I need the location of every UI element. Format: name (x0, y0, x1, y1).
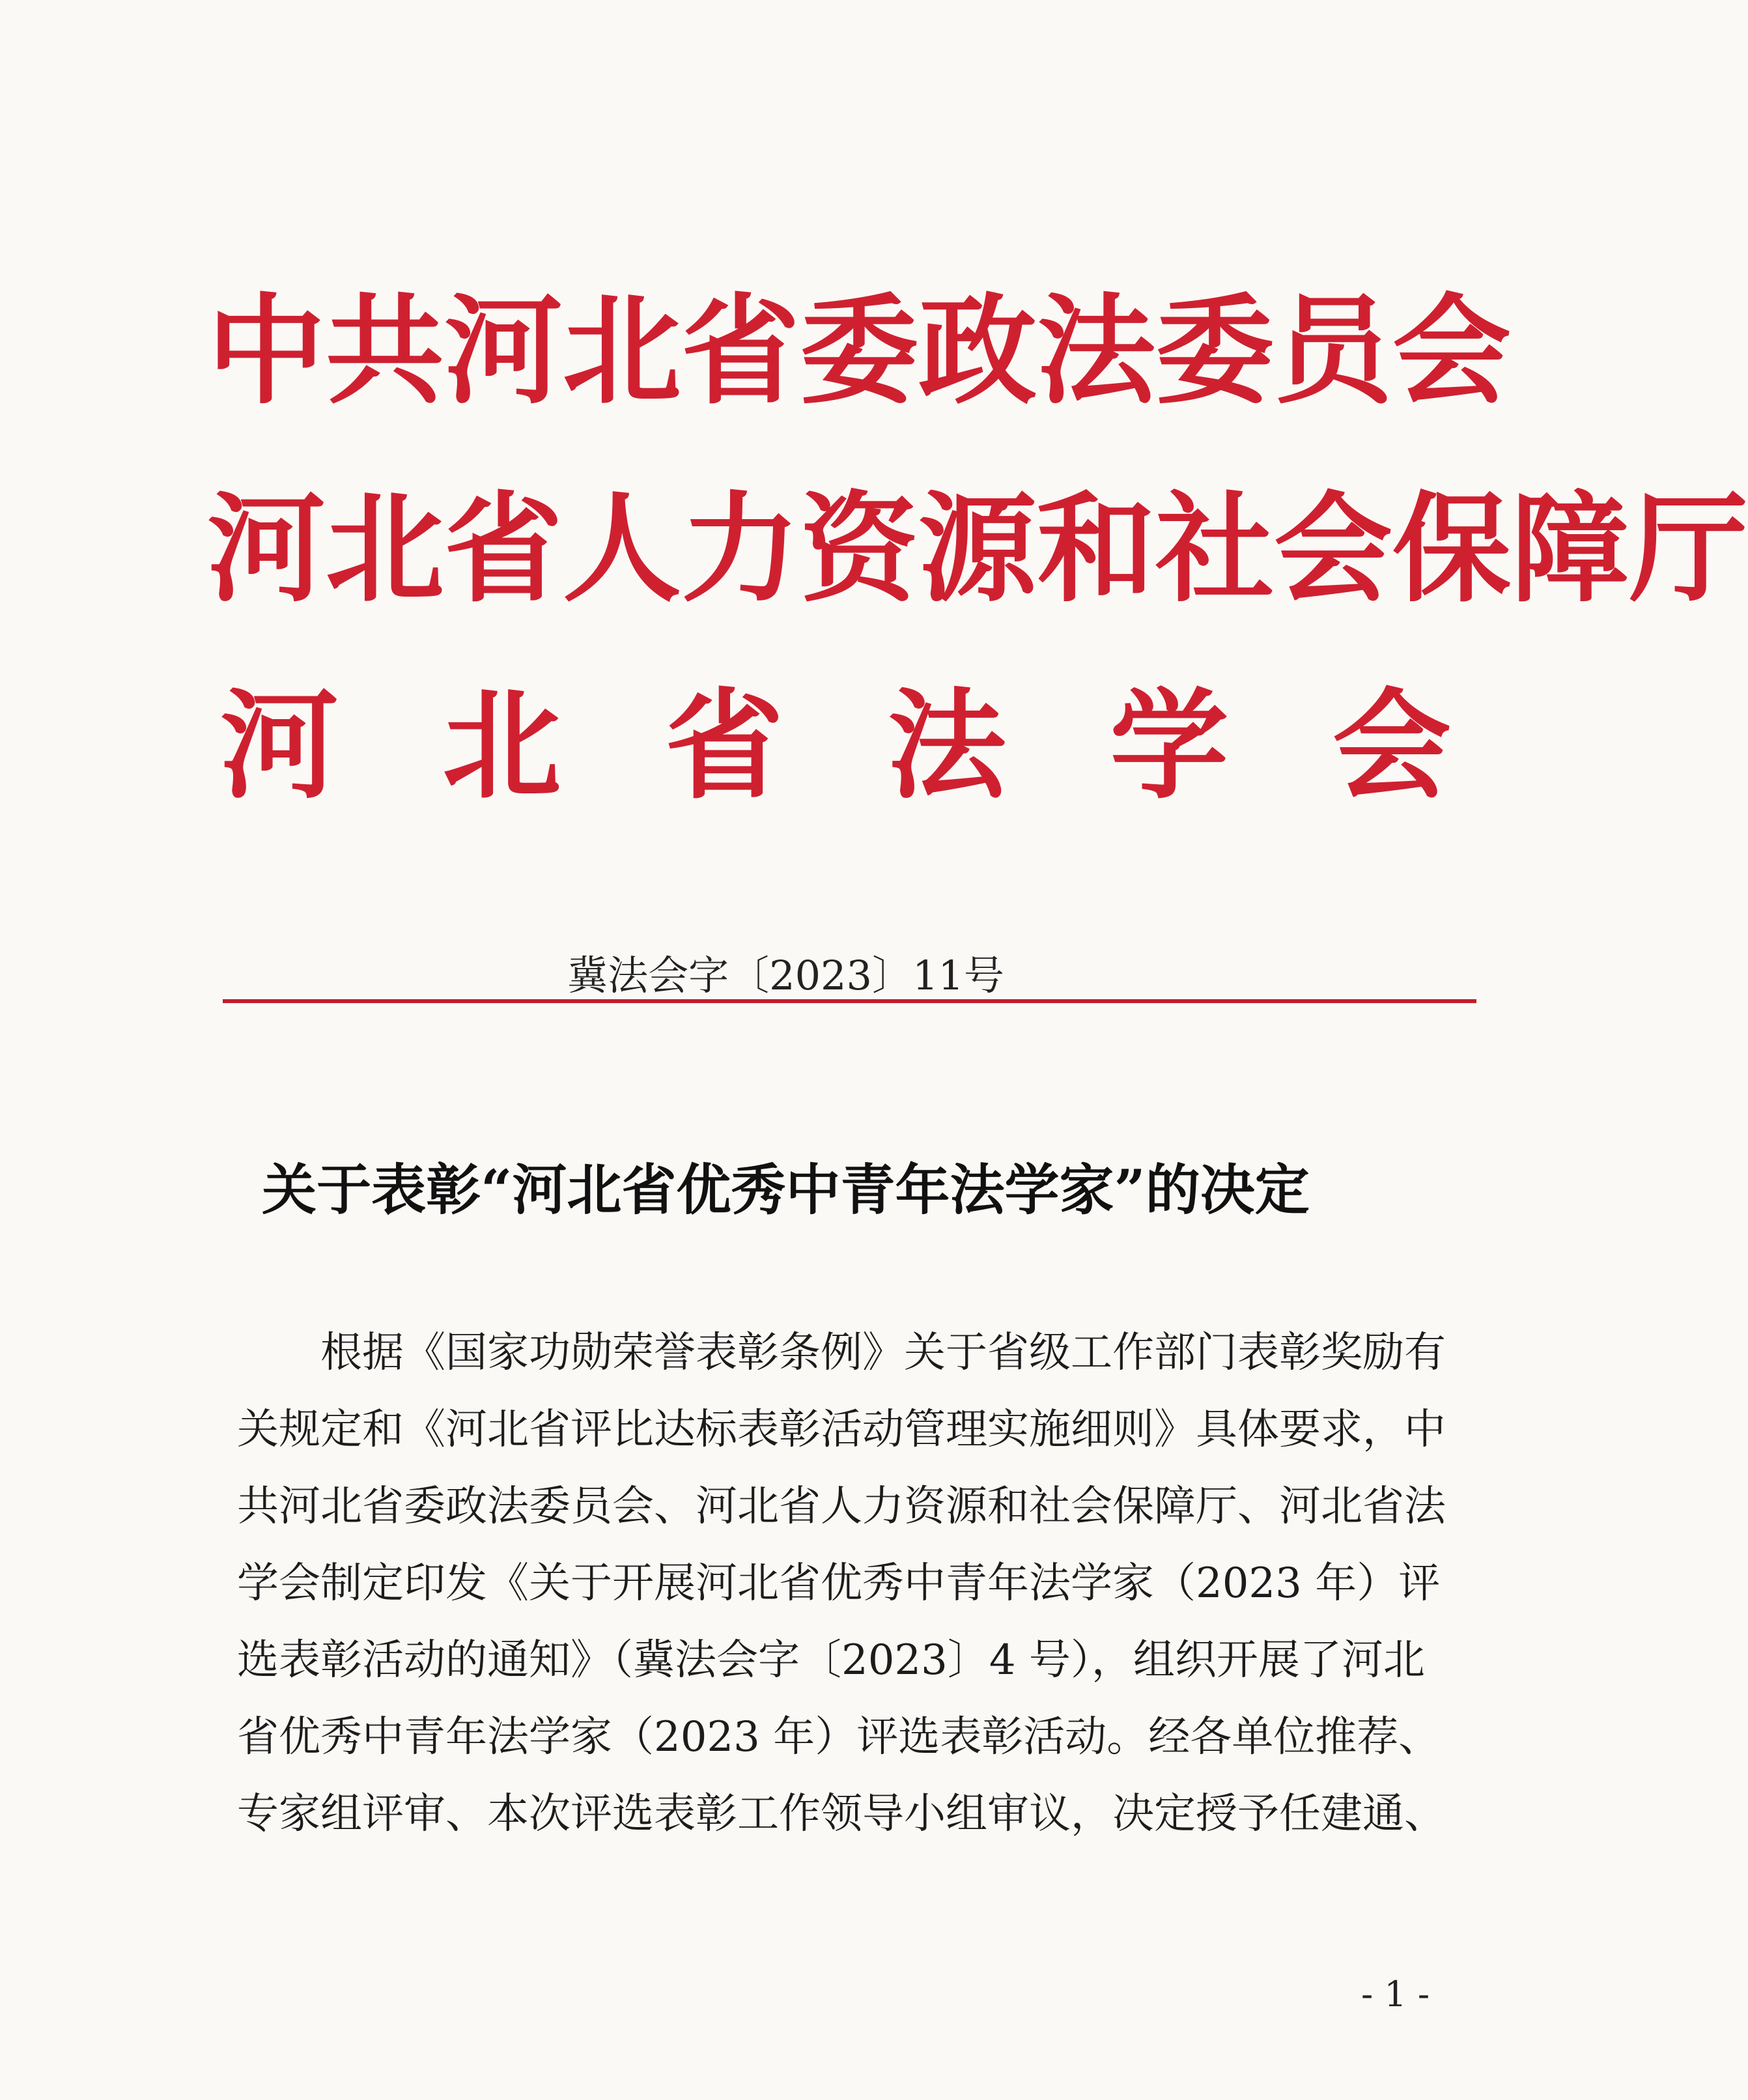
document-title: 关于表彰“河北省优秀中青年法学家”的决定 (262, 1157, 1310, 1222)
issuer-char: 员 (1274, 282, 1392, 420)
body-line: 专家组评审、本次评选表彰工作领导小组审议，决定授予任建通、 (237, 1790, 1446, 1838)
document-number: 冀法会字〔2023〕11号 (567, 952, 1004, 999)
issuer-char: 法 (887, 677, 1006, 815)
body-line: 学会制定印发《关于开展河北省优秀中青年法学家（2023 年）评 (237, 1559, 1441, 1608)
issuer-char: 社 (1155, 480, 1274, 618)
issuer-char: 人 (563, 480, 681, 618)
body-line: 根据《国家功勋荣誉表彰条例》关于省级工作部门表彰奖励有 (320, 1329, 1446, 1377)
issuer-char: 力 (681, 480, 800, 618)
issuer-char: 北 (563, 282, 681, 420)
issuer-char: 保 (1392, 480, 1511, 618)
document-body (237, 1314, 1446, 1852)
issuer-char: 省 (665, 677, 784, 815)
issuer-char: 会 (1332, 677, 1451, 815)
issuer-char: 委 (800, 282, 918, 420)
body-line: 选表彰活动的通知》（冀法会字〔2023〕4 号），组织开展了河北 (237, 1636, 1425, 1684)
issuer-char: 厅 (1629, 480, 1748, 618)
issuer-char: 学 (1110, 677, 1229, 815)
issuer-char: 会 (1274, 480, 1392, 618)
issuer-char: 中 (207, 282, 326, 420)
issuer-char: 共 (326, 282, 444, 420)
issuer-char: 法 (1037, 282, 1155, 420)
issuer-char: 政 (918, 282, 1037, 420)
body-line: 关规定和《河北省评比达标表彰活动管理实施细则》具体要求，中 (237, 1406, 1446, 1454)
issuer-char: 省 (681, 282, 800, 420)
issuer-char: 北 (326, 480, 444, 618)
issuer-char: 源 (918, 480, 1037, 618)
body-line: 共河北省委政法委员会、河北省人力资源和社会保障厅、河北省法 (237, 1483, 1446, 1531)
page-number: - 1 - (1361, 1974, 1430, 2015)
red-divider-line (223, 999, 1476, 1003)
issuer-char: 会 (1392, 282, 1511, 420)
body-line: 省优秀中青年法学家（2023 年）评选表彰活动。经各单位推荐、 (237, 1713, 1441, 1761)
issuer-char: 和 (1037, 480, 1155, 618)
issuer-line-3 (207, 677, 1451, 815)
issuer-char: 河 (220, 677, 339, 815)
issuer-char: 河 (444, 282, 563, 420)
issuer-char: 河 (207, 480, 326, 618)
issuer-char: 北 (442, 677, 561, 815)
issuer-char: 障 (1511, 480, 1629, 618)
issuer-char: 资 (800, 480, 918, 618)
issuer-line-1 (207, 282, 1511, 420)
issuer-char: 委 (1155, 282, 1274, 420)
issuer-char: 省 (444, 480, 563, 618)
issuer-line-2 (207, 480, 1748, 618)
